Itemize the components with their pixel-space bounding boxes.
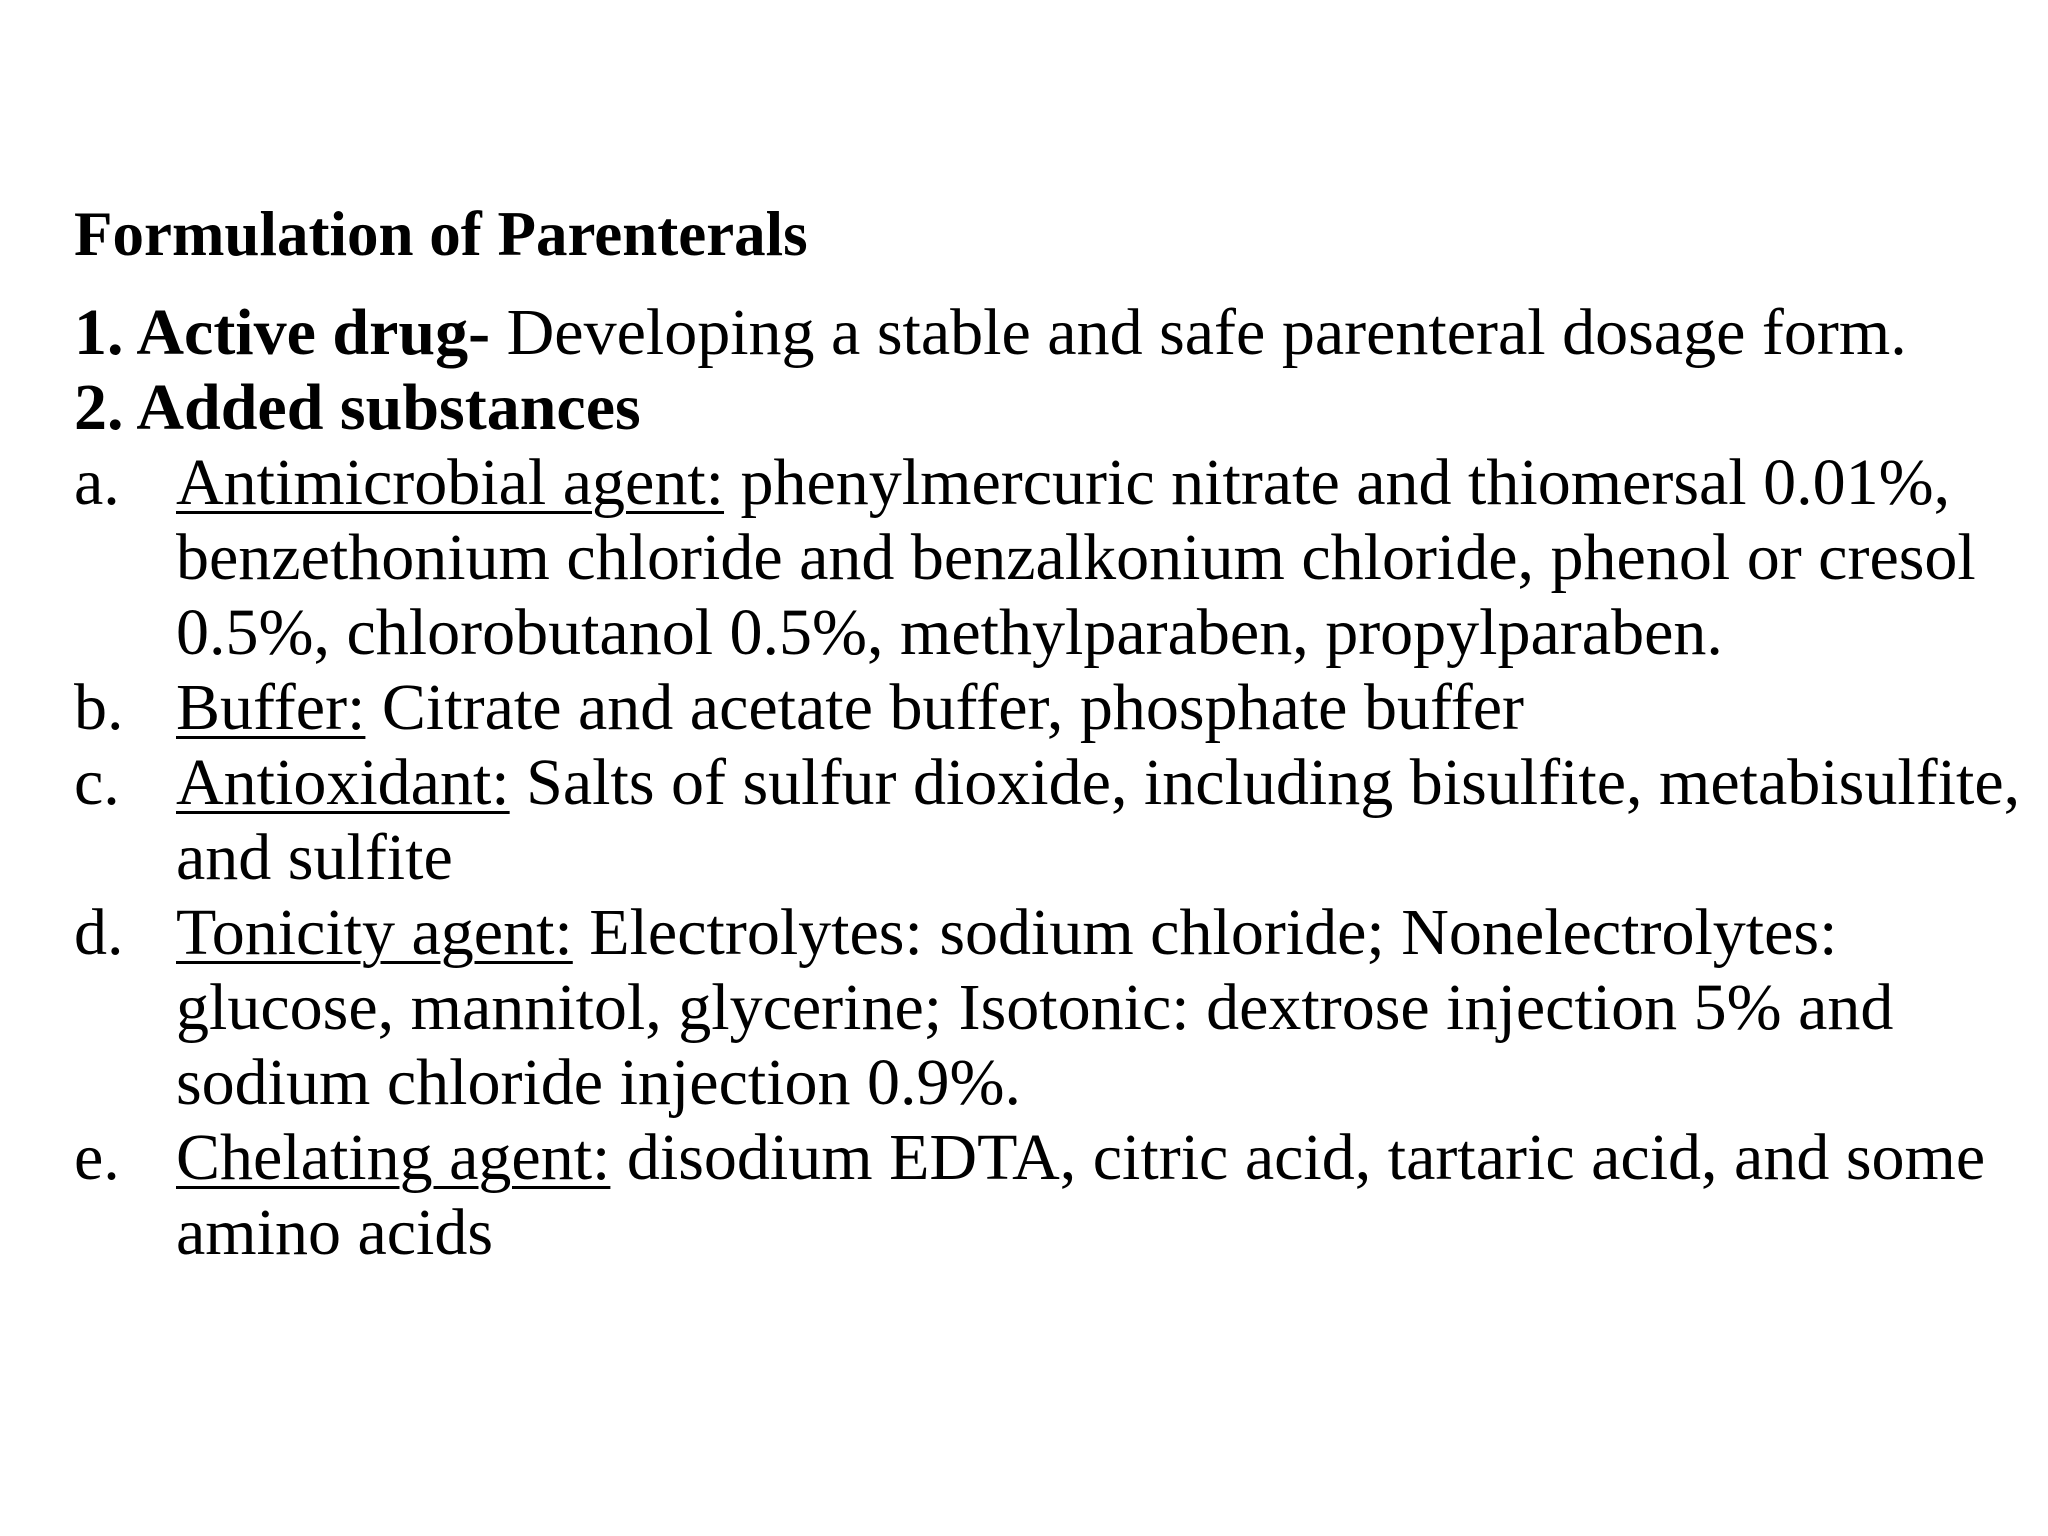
list-marker: e. <box>74 1121 120 1194</box>
page-title: Formulation of Parenterals <box>74 199 808 269</box>
numbered-item-added-substances <box>74 370 2034 445</box>
lettered-list <box>74 445 2034 1270</box>
numbered-item-text: Developing a stable and safe parenteral dosage form. <box>490 296 1907 369</box>
list-item-term: Antimicrobial agent: <box>176 446 725 519</box>
list-marker: b. <box>74 671 124 744</box>
list-item-buffer <box>74 670 2034 745</box>
list-item-text: phenylmercuric nitrate and thiomersal 0.01%, benzethonium chloride and benzalkonium chloride, phenol or cresol 0.5%, chlorobutanol 0.5%, methylparaben, propylparaben. <box>176 446 1976 669</box>
list-marker: d. <box>74 896 124 969</box>
list-item-antimicrobial <box>74 445 2034 670</box>
list-item-term: Buffer: <box>176 671 366 744</box>
numbered-item-active-drug <box>74 295 2034 370</box>
numbered-item-label: 1. Active drug- <box>74 296 491 369</box>
list-item-chelating <box>74 1120 2034 1270</box>
list-item-term: Antioxidant: <box>176 746 510 819</box>
list-item-text: Citrate and acetate buffer, phosphate buffer <box>365 671 1524 744</box>
list-item-term: Chelating agent: <box>176 1121 611 1194</box>
list-item-term: Tonicity agent: <box>176 896 573 969</box>
list-marker: c. <box>74 746 120 819</box>
list-item-antioxidant <box>74 745 2034 895</box>
numbered-item-label: 2. Added substances <box>74 371 641 444</box>
list-item-text: Salts of sulfur dioxide, including bisulfite, metabisulfite, and sulfite <box>176 746 2021 894</box>
list-marker: a. <box>74 446 120 519</box>
list-item-tonicity <box>74 895 2034 1120</box>
numbered-list <box>74 295 2034 445</box>
list-item-text: Electrolytes: sodium chloride; Nonelectrolytes: glucose, mannitol, glycerine; Isotonic: dextrose injection 5% and sodium chloride injection 0.9%. <box>176 896 1894 1119</box>
list-item-text: disodium EDTA, citric acid, tartaric acid, and some amino acids <box>176 1121 1986 1269</box>
